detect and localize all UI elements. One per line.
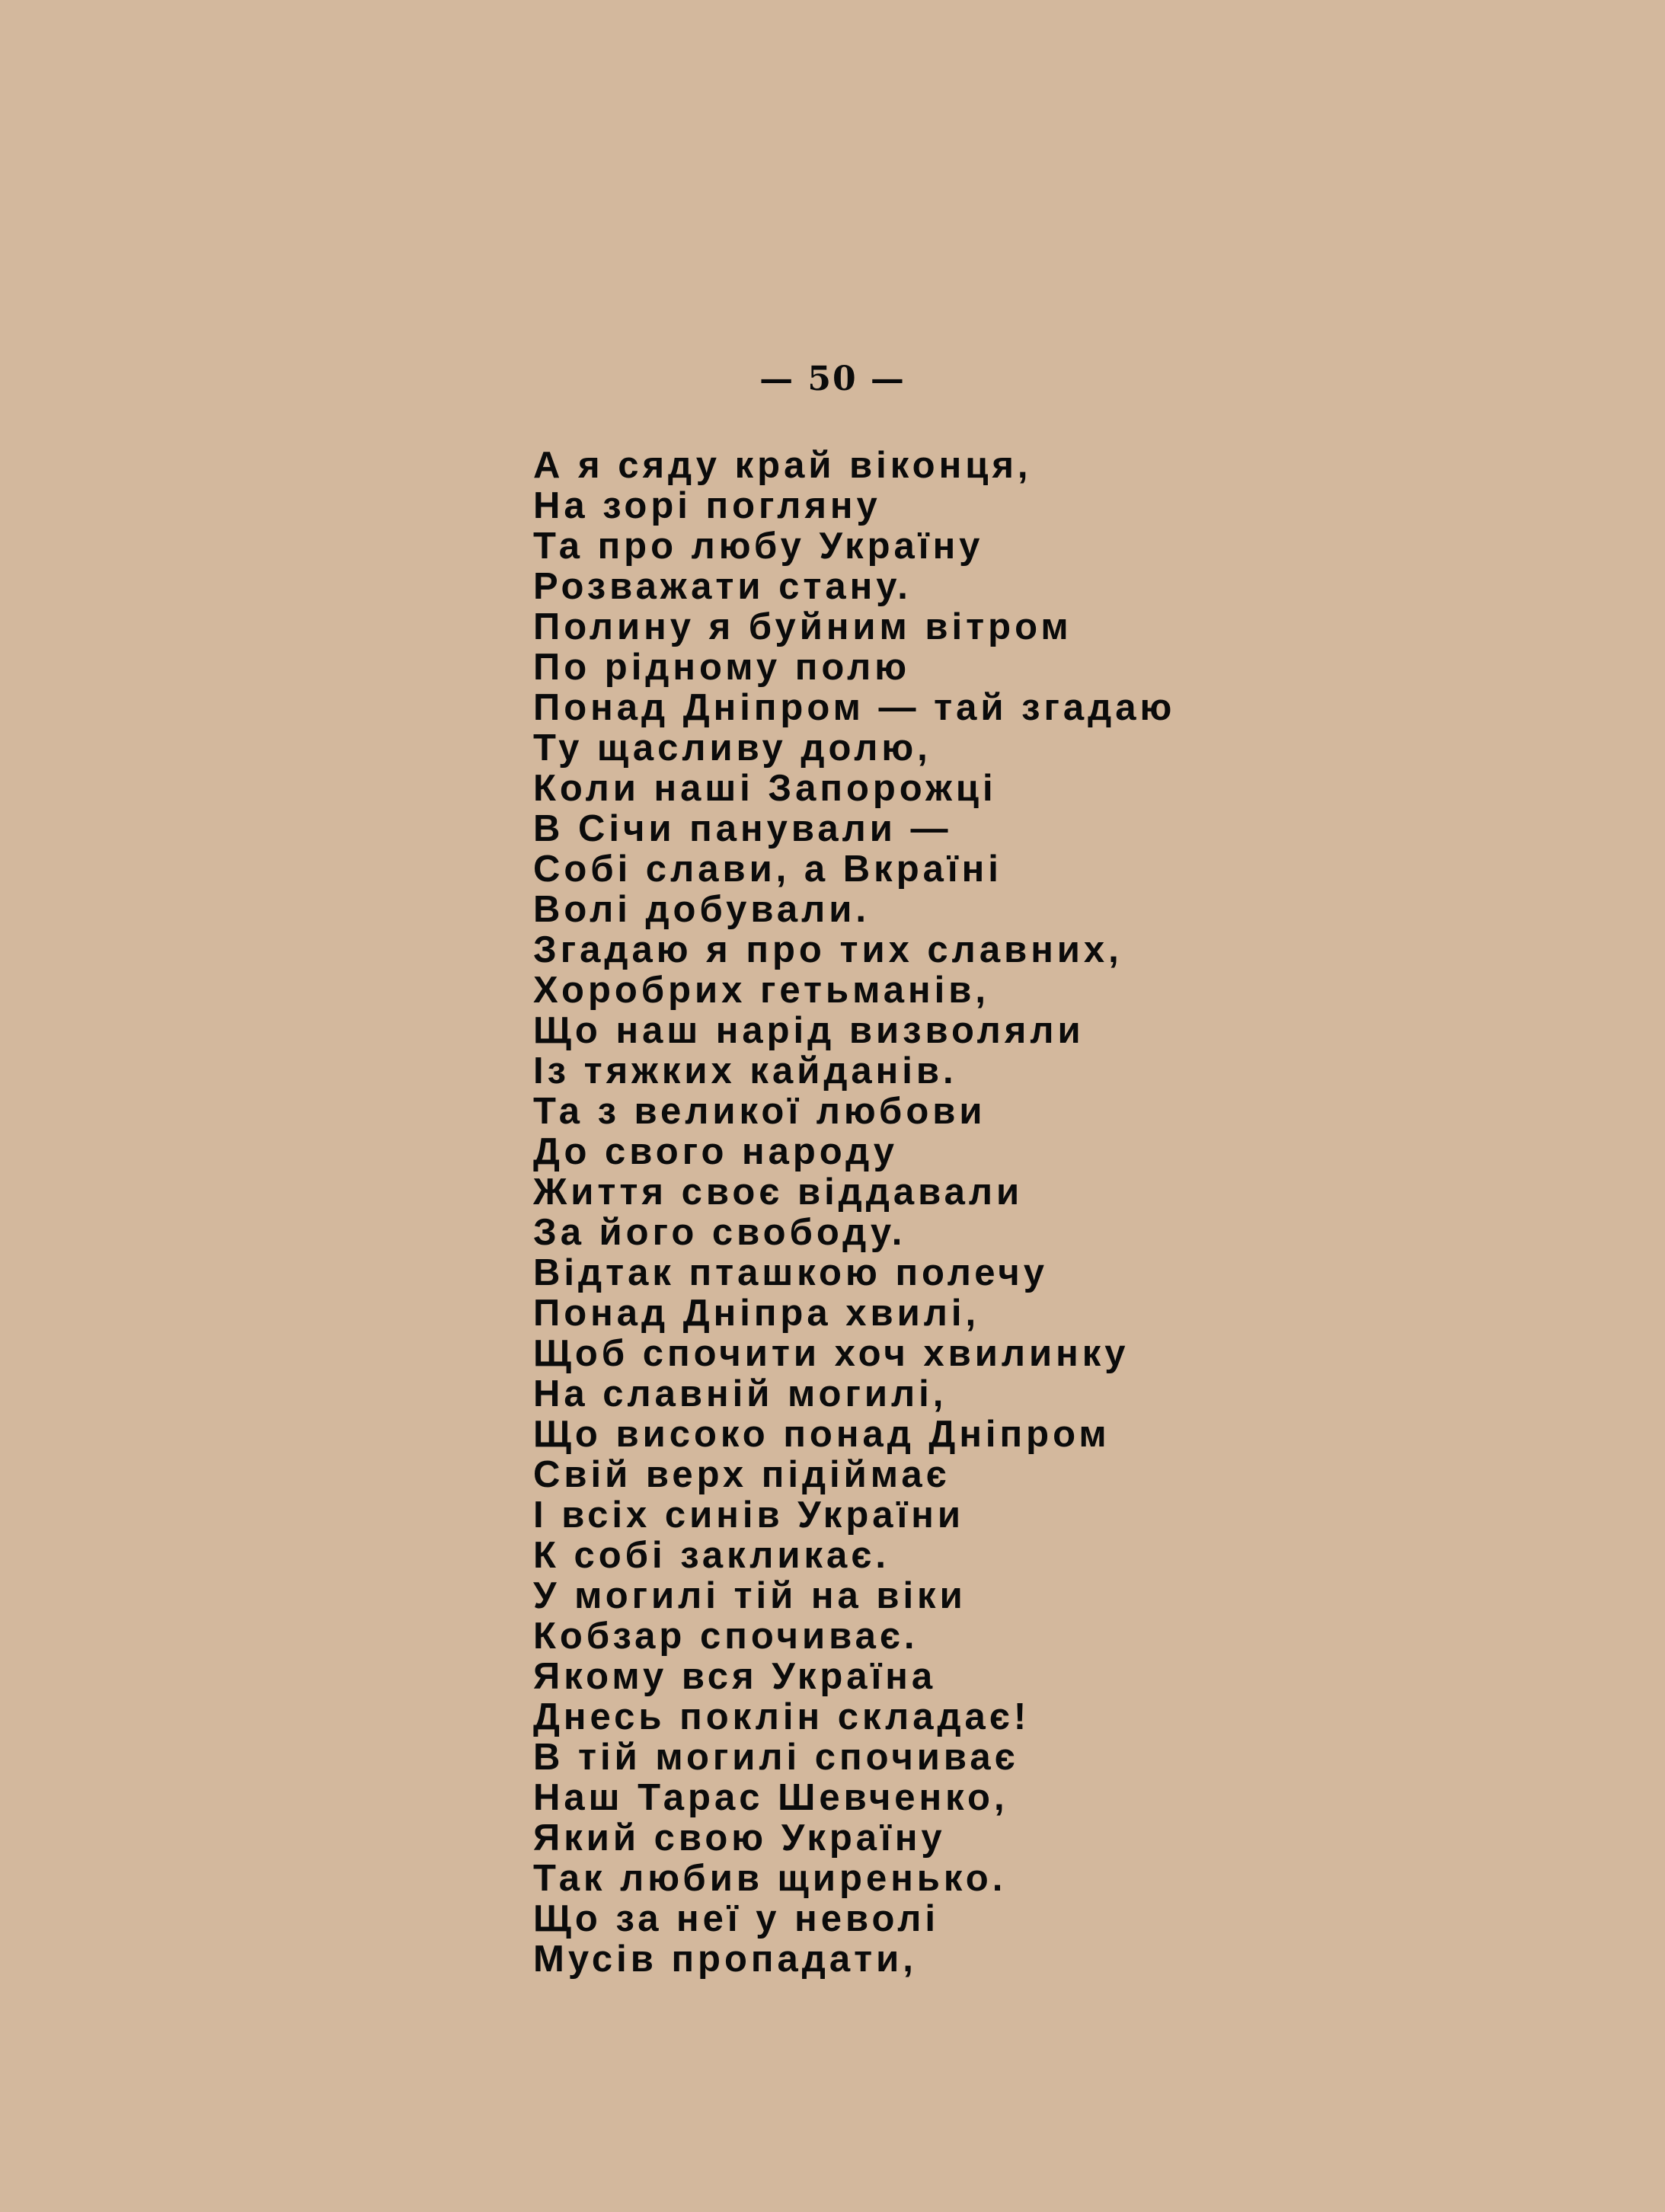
poem-line: В Січи панували — bbox=[533, 808, 952, 849]
poem-line: Наш Тарас Шевченко, bbox=[533, 1777, 1008, 1818]
poem-line: Згадаю я про тих славних, bbox=[533, 929, 1123, 970]
poem-line: Щоб спочити хоч хвилинку bbox=[533, 1333, 1130, 1374]
poem-line: Із тяжких кайданів. bbox=[533, 1050, 957, 1092]
poem-line: Життя своє віддавали bbox=[533, 1172, 1024, 1213]
poem-line: На зорі погляну bbox=[533, 485, 881, 526]
poem-text bbox=[533, 446, 1615, 1980]
poem-line: Який свою Україну bbox=[533, 1817, 946, 1859]
poem-line: Коли наші Запорожці bbox=[533, 768, 997, 809]
poem-line: К собі закликає. bbox=[533, 1535, 890, 1576]
poem-line: Що високо понад Дніпром bbox=[533, 1414, 1111, 1455]
poem-line: В тій могилі спочиває bbox=[533, 1737, 1019, 1778]
poem-line: Кобзар спочиває. bbox=[533, 1616, 919, 1657]
poem-line: Відтак пташкою полечу bbox=[533, 1252, 1048, 1293]
poem-line: Що за неї у неволі bbox=[533, 1898, 939, 1939]
poem-line: Понад Дніпра хвилі, bbox=[533, 1293, 980, 1334]
poem-line: Хоробрих гетьманів, bbox=[533, 970, 989, 1011]
poem-line: Що наш нарід визволяли bbox=[533, 1010, 1085, 1051]
poem-line: І всіх синів України bbox=[533, 1494, 965, 1536]
poem-line: Ту щасливу долю, bbox=[533, 727, 932, 769]
poem-line: Полину я буйним вітром bbox=[533, 606, 1072, 647]
poem-line: Волі добували. bbox=[533, 889, 870, 930]
poem-line: До свого народу bbox=[533, 1131, 899, 1172]
poem-line: По рідному полю bbox=[533, 647, 911, 688]
poem-line: Днесь поклін складає! bbox=[533, 1696, 1031, 1737]
poem-line: Та з великої любови bbox=[533, 1091, 986, 1132]
poem-line: На славній могилі, bbox=[533, 1373, 948, 1414]
poem-line: Та про любу Україну bbox=[533, 526, 984, 567]
poem-line: Мусів пропадати, bbox=[533, 1939, 917, 1980]
poem-line: А я сяду край віконця, bbox=[533, 445, 1032, 486]
page-number: — 50 — bbox=[759, 360, 906, 398]
poem-line: За його свободу. bbox=[533, 1212, 906, 1253]
poem-line: Розважати стану. bbox=[533, 566, 912, 607]
poem-line: Свій верх підіймає bbox=[533, 1454, 951, 1495]
poem-line: Так любив щиренько. bbox=[533, 1858, 1007, 1899]
poem-line: Якому вся Україна bbox=[533, 1656, 937, 1697]
poem-line: Собі слави, а Вкраїні bbox=[533, 849, 1002, 890]
poem-line: У могилі тій на віки bbox=[533, 1575, 967, 1616]
poem-line: Понад Дніпром — тай згадаю bbox=[533, 687, 1176, 728]
